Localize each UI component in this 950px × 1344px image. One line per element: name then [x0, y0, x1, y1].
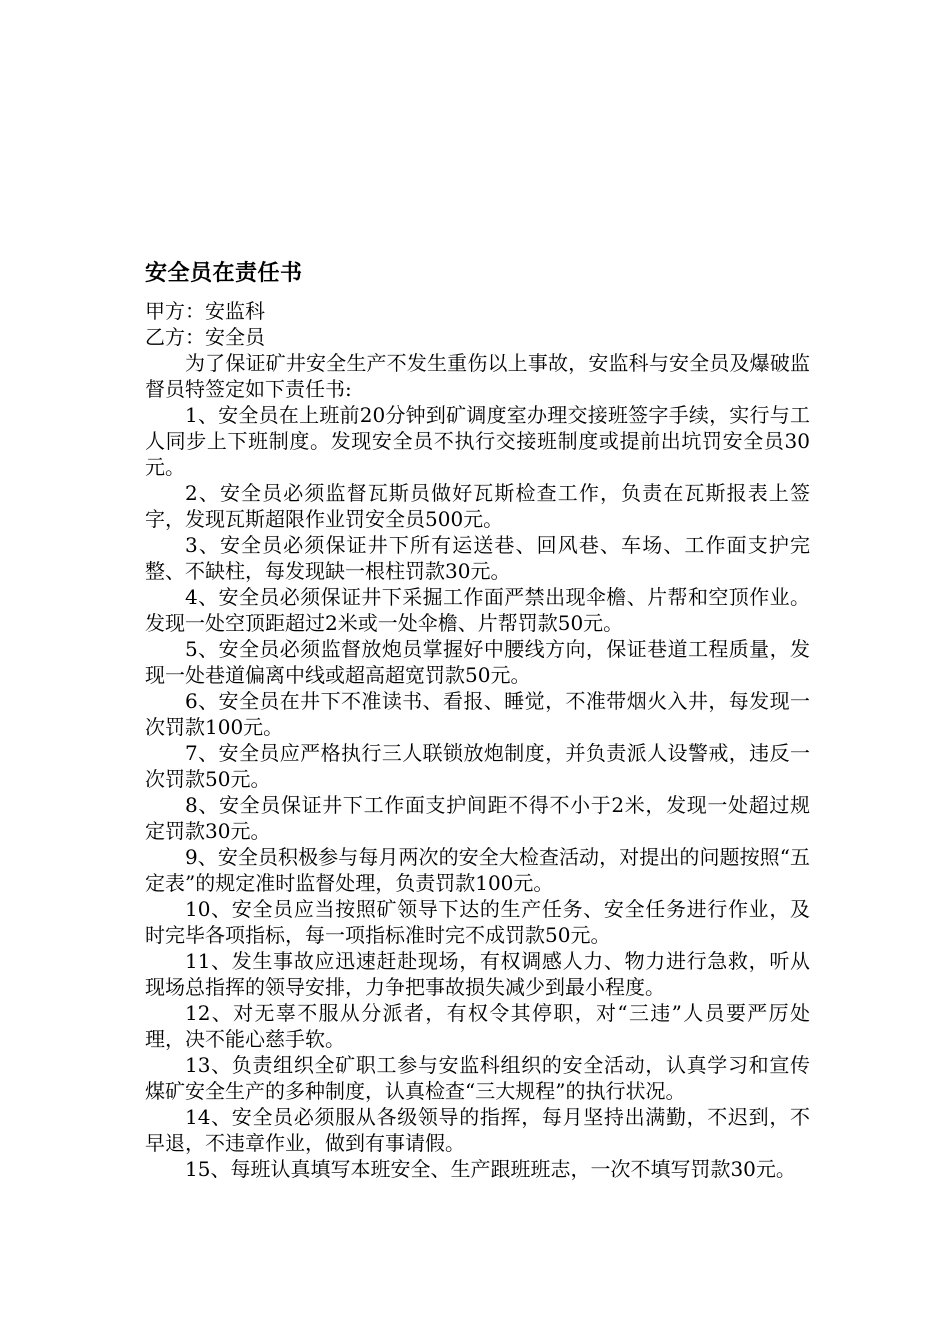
clause-11: 11、发生事故应迅速赶赴现场，有权调感人力、物力进行急救，听从现场总指挥的领导安排，力争把事故损失减少到最小程度。 [145, 949, 810, 999]
clause-13: 13、负责组织全矿职工参与安监科组织的安全活动，认真学习和宣传煤矿安全生产的多种制度，认真检查“三大规程”的执行状况。 [145, 1053, 810, 1103]
party-a: 甲方：安监科 [145, 299, 265, 323]
clause-3: 3、安全员必须保证井下所有运送巷、回风巷、车场、工作面支护完整、不缺柱，每发现缺一根柱罚款30元。 [145, 533, 810, 583]
document-title: 安全员在责任书 [145, 261, 303, 286]
clause-8: 8、安全员保证井下工作面支护间距不得不小于2米，发现一处超过规定罚款30元。 [145, 793, 810, 843]
clause-12: 12、对无辜不服从分派者，有权令其停职，对“三违”人员要严厉处理，决不能心慈手软。 [145, 1001, 810, 1051]
clause-6: 6、安全员在井下不准读书、看报、睡觉，不准带烟火入井，每发现一次罚款100元。 [145, 689, 810, 739]
clause-5: 5、安全员必须监督放炮员掌握好中腰线方向，保证巷道工程质量，发现一处巷道偏离中线或超高超宽罚款50元。 [145, 637, 810, 687]
party-b: 乙方：安全员 [145, 325, 265, 349]
document-body [145, 256, 810, 1182]
clause-2: 2、安全员必须监督瓦斯员做好瓦斯检查工作，负责在瓦斯报表上签字，发现瓦斯超限作业罚安全员500元。 [145, 481, 810, 531]
clause-15: 15、每班认真填写本班安全、生产跟班班志，一次不填写罚款30元。 [185, 1157, 796, 1181]
clause-1: 1、安全员在上班前20分钟到矿调度室办理交接班签字手续，实行与工人同步上下班制度。发现安全员不执行交接班制度或提前出坑罚安全员30元。 [145, 403, 810, 479]
clause-9: 9、安全员积极参与每月两次的安全大检查活动，对提出的问题按照“五定表”的规定准时监督处理，负责罚款100元。 [145, 845, 810, 895]
clause-4: 4、安全员必须保证井下采掘工作面严禁出现伞檐、片帮和空顶作业。发现一处空顶距超过2米或一处伞檐、片帮罚款50元。 [145, 585, 810, 635]
intro-paragraph: 为了保证矿井安全生产不发生重伤以上事故，安监科与安全员及爆破监督员特签定如下责任书: [145, 351, 810, 401]
clause-14: 14、安全员必须服从各级领导的指挥，每月坚持出满勤，不迟到，不早退，不违章作业，做到有事请假。 [145, 1105, 810, 1155]
clause-10: 10、安全员应当按照矿领导下达的生产任务、安全任务进行作业，及时完毕各项指标，每一项指标准时完不成罚款50元。 [145, 897, 810, 947]
clause-7: 7、安全员应严格执行三人联锁放炮制度，并负责派人设警戒，违反一次罚款50元。 [145, 741, 810, 791]
